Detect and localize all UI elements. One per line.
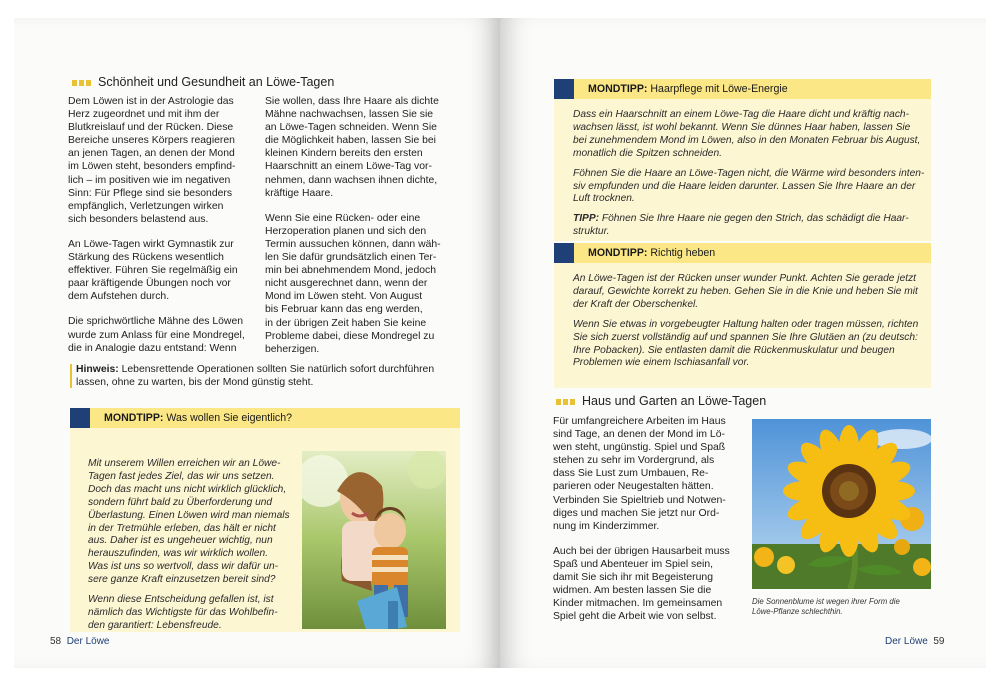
box-paragraph: Föhnen Sie die Haare an Löwe-Tagen nicht, die Wärme wird besonders inten- siv empfunden und die Haare leiden darunter. Lassen Sie Ihre Haare an der Luft trocknen. [573, 167, 925, 205]
hint-label: Hinweis: [76, 364, 119, 375]
paragraph: Dem Löwen ist in der Astrologie das Herz zugeordnet und mit ihm der Blutkreislauf und der Rücken. Diese Bereiche unseres Körpers reagieren an jenen Tagen, an denen der Mond im Löwen steht, besonders empfind- lich – im positiven wie im negativen Sinn: Für Pflege sind sie besonders empfänglich, Verletzungen wirken sich besonders belastend aus. [68, 96, 236, 225]
box-header [70, 408, 460, 428]
box-title: MONDTIPP: Was wollen Sie eigentlich? [104, 412, 293, 424]
photo-sunflower [752, 419, 931, 589]
heading-marker-icon [556, 399, 576, 405]
paragraph: Für umfangreichere Arbeiten im Haus sind Tage, an denen der Mond im Lö- wen steht, ungünstig. Spiel und Spaß stehen zu sehr im Vordergrund, als dass Sie Lust zum Umbauen, Re- parieren oder Neugestalten hätten. Verbinden Sie Spieltrieb und Notwen- diges und machen Sie jetzt nur Ord- nung im Kinderzimmer. [553, 416, 726, 532]
photo-caption: Die Sonnenblume ist wegen ihrer Form die Löwe-Pflanze schlechthin. [752, 597, 900, 616]
box-header [554, 243, 931, 263]
box-title: MONDTIPP: Richtig heben [588, 247, 716, 259]
section-heading-text: Haus und Garten an Löwe-Tagen [582, 394, 767, 408]
page-number: 58 [50, 636, 62, 647]
box-title: MONDTIPP: Haarpflege mit Löwe-Energie [588, 83, 788, 95]
hint-note [76, 363, 476, 389]
box-paragraph: An Löwe-Tagen ist der Rücken unser wunder Punkt. Achten Sie gerade jetzt darauf, Gewichte korrekt zu heben. Gehen Sie in die Knie und heben Sie mit der Kraft der Oberschenkel. [573, 273, 918, 310]
paragraph: Auch bei der übrigen Hausarbeit muss Spaß und Abenteuer im Spiel sein, damit Sie sich ihr mit Begeisterung widmen. Am besten lassen Sie die Kinder mitmachen. Im gemeinsamen Spiel geht die Arbeit wie von selbst. [553, 545, 730, 623]
section-heading-text: Schönheit und Gesundheit an Löwe-Tagen [98, 75, 335, 89]
box-marker-icon [554, 79, 574, 99]
text-column [553, 415, 753, 635]
box-paragraph: Wenn Sie etwas in vorgebeugter Haltung halten oder tragen müssen, richten Sie sich zuerst vollständig auf und spannen Sie Ihre Glutäen an (zu deutsch: Ihre Pobacken). Sie entlasten damit die Rückenmuskulatur und beugen Problemen wie einem Ischiasanfall vor. [573, 318, 919, 369]
box-tip: TIPP: Föhnen Sie Ihre Haare nie gegen den Strich, das schädigt die Haar- struktur. [573, 213, 909, 238]
mondtipp-box-heben [554, 243, 931, 388]
box-body [88, 458, 303, 640]
running-title: Der Löwe [66, 636, 110, 647]
box-header [554, 79, 931, 99]
hint-bar [70, 364, 72, 388]
box-paragraph: Wenn diese Entscheidung gefallen ist, ist nämlich das Wichtigste für das Wohlbefin- den garantiert: Lebensfreude. [88, 594, 278, 631]
page-footer-right [885, 636, 945, 647]
text-column-1 [68, 95, 268, 367]
hint-text: Lebensrettende Operationen sollten Sie natürlich sofort durchführen lassen, ohne zu warten, bis der Mond günstig steht. [76, 364, 435, 389]
paragraph: Sie wollen, dass Ihre Haare als dichte Mähne nachwachsen, lassen Sie sie an Löwe-Tagen schneiden. Wenn Sie die Möglichkeit haben, lassen Sie bei kleinen Kindern bereits den ersten Haarschnitt an einem Löwe-Tag vor- nehmen, dann wachsen ihnen dichte, kräftige Haare. [265, 96, 439, 199]
page-footer-left [50, 636, 110, 647]
photo-mother-child [302, 451, 446, 629]
box-body [573, 109, 925, 246]
box-body [573, 273, 925, 377]
right-page [500, 18, 986, 668]
text-column-2 [265, 95, 465, 368]
box-marker-icon [70, 408, 90, 428]
paragraph: Die sprichwörtliche Mähne des Löwen wurde zum Anlass für eine Mondregel, die in Analogie dazu entstand: Wenn [68, 316, 245, 354]
section-heading [556, 394, 766, 408]
running-title: Der Löwe [885, 636, 928, 647]
page-number: 59 [933, 636, 945, 647]
mondtipp-box-haarpflege [554, 79, 931, 241]
paragraph: Wenn Sie eine Rücken- oder eine Herzoperation planen und sich den Termin aussuchen können, dann wäh- len Sie dafür grundsätzlich einen Ter- min bei abnehmendem Mond, jedoch nicht ausgerechnet dann, wenn der Mond im Löwen steht. Von August bis Februar kann das eng werden, in der übrigen Zeit haben Sie keine Probleme dabei, diese Mondregel zu beherzigen. [265, 212, 441, 355]
mondtipp-box-wille [70, 408, 460, 632]
box-marker-icon [554, 243, 574, 263]
box-paragraph: Dass ein Haarschnitt an einem Löwe-Tag die Haare dicht und kräftig nach- wachsen lässt, ist wohl bekannt. Wenn Sie dünnes Haar haben, lassen Sie bei zunehmendem Mond im Löwen, also in den Monaten Februar bis August, monatlich die Spitzen schneiden. [573, 109, 921, 159]
paragraph: An Löwe-Tagen wirkt Gymnastik zur Stärkung des Rückens wesentlich effektiver. Führen Sie regelmäßig ein paar kräftigende Übungen noch vor dem Aufstehen durch. [68, 238, 238, 303]
heading-marker-icon [72, 80, 92, 86]
left-page [14, 18, 500, 668]
box-paragraph: Mit unserem Willen erreichen wir an Löwe- Tagen fast jedes Ziel, das wir uns setzen. Doch das macht uns nicht wirklich glücklich, sondern führt bald zu Überforderung und Überlastung. Einen Löwen wird man niemals in der Tretmühle erleben, das hält er nicht aus. Daher ist es ungeheuer wichtig, nun herauszufinden, was wir wirklich wollen. Was ist uns so wertvoll, dass wir dafür un- sere ganze Kraft einzusetzen bereit sind? [88, 458, 290, 586]
section-heading [72, 75, 334, 89]
